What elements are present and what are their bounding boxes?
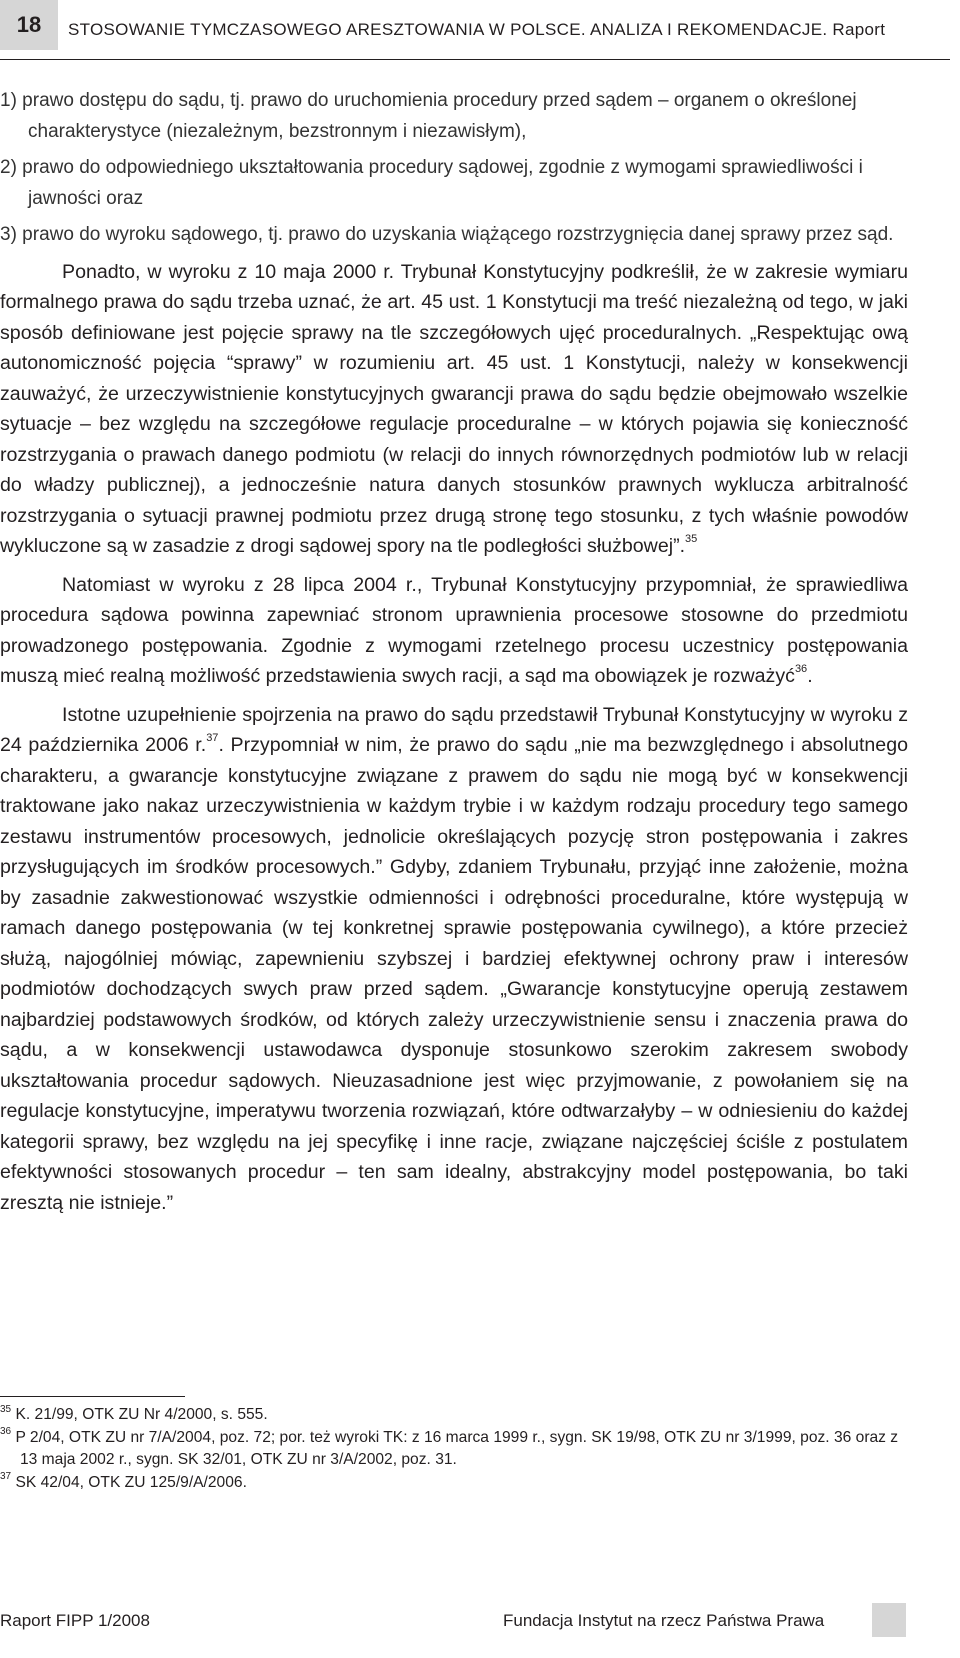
footnotes — [0, 1404, 915, 1494]
paragraph — [0, 257, 908, 562]
footnote-ref: 35 — [685, 533, 698, 546]
main-text — [0, 86, 908, 1226]
footnote-ref: 37 — [206, 732, 219, 745]
header-divider — [0, 59, 950, 60]
footnote-text: P 2/04, OTK ZU nr 7/A/2004, poz. 72; por. też wyroki TK: z 16 marca 1999 r., sygn. SK 19/98, OTK ZU nr 3/1999, poz. 36 oraz z 13 maja 2002 r., sygn. SK 32/01, OTK ZU nr 3/A/2002, poz. 31. — [15, 1428, 899, 1468]
footnote-ref: 36 — [794, 663, 808, 676]
footnote-text: K. 21/99, OTK ZU Nr 4/2000, s. 555. — [15, 1406, 268, 1423]
paragraph-text-after: . Przypomniał w nim, że prawo do sądu „nie ma bezwzględnego i absolutnego charakteru, a gwarancje konstytucyjne związane z prawem do sądu nie mogą być w konsekwencji traktowane jako nakaz urzeczywistnienia w każdym trybie i w każdym rodzaju procedury tego samego zestawu instrumentów procesowych, jednolicie określających pozycję stron postępowania i zakres przysługujących im środków procesowych.” Gdyby, zdaniem Trybunału, przyjąć inne założenie, można by zasadnie zakwestionować wszystkie odmienności i odrębności proceduralne, które występują w ramach danego postępowania (w tej konkretnej sprawie postępowania cywilnego), a które przecież służą, najogólniej mówiąc, zapewnieniu szybszej i bardziej efektywnej ochrony praw i interesów podmiotów dochodzących swych praw przed sądem. „Gwarancje konstytucyjne operują zestawem najbardziej podstawowych środków, od których zależy urzeczywistnienie sensu i znaczenia prawa do sądu, a w konsekwencji ustawodawca dysponuje stosunkowo szerokim zakresem swobody ukształtowania procedur sądowych. Nieuzasadnione jest więc przyjmowanie, z powołaniem się na regulacje konstytucyjne, imperatywu tworzenia rozwiązań, które odtwarzałyby – w odniesieniu do każdej kategorii sprawy, bez względu na jej specyfikę i inne racje, związane najczęściej ściśle z postulatem efektywności stosowanych procedur – ten sam idealny, abstrakcyjny model postępowania, bo taki zresztą nie istnieje.” — [0, 734, 908, 1214]
paragraph-text: Istotne uzupełnienie spojrzenia na prawo do sądu przedstawił Trybunał Konstytucyjny w wyroku z 24 października 2006 r. — [0, 703, 908, 756]
footnote-text: SK 42/04, OTK ZU 125/9/A/2006. — [15, 1473, 247, 1491]
list-item: 2) prawo do odpowiedniego ukształtowania procedury sądowej, zgodnie z wymogami sprawiedliwości i jawności oraz — [0, 157, 863, 209]
paragraph-text-after: . — [807, 665, 813, 687]
page-number-box — [0, 0, 58, 50]
footer-publisher: Fundacja Instytut na rzecz Państwa Prawa — [503, 1611, 825, 1630]
footnote-number: 35 — [0, 1403, 12, 1415]
footnote-number: 36 — [0, 1426, 12, 1438]
footnote — [0, 1427, 915, 1472]
page-number: 18 — [16, 12, 42, 37]
list-item: 1) prawo dostępu do sądu, tj. prawo do uruchomienia procedury przed sądem – organem o określonej charakterystyce (niezależnym, bezstronnym i niezawisłym), — [0, 90, 857, 142]
footer-decorative-box — [872, 1603, 906, 1637]
list-item: 3) prawo do wyroku sądowego, tj. prawo do uzyskania wiążącego rozstrzygnięcia danej sprawy przez sąd. — [0, 224, 894, 245]
paragraph-text: Natomiast w wyroku z 28 lipca 2004 r., Trybunał Konstytucyjny przypomniał, że sprawiedliwa procedura sądowa powinna zapewniać stronom uprawnienia procesowe stosowne do przedmiotu prowadzonego postępowania. Zgodnie z wymogami rzetelnego procesu uczestnicy postępowania muszą mieć realną możliwość przedstawienia swych racji, a sąd ma obowiązek je rozważyć — [0, 573, 908, 687]
running-header: STOSOWANIE TYMCZASOWEGO ARESZTOWANIA W POLSCE. ANALIZA I REKOMENDACJE. Raport — [68, 20, 886, 39]
paragraph-text: Ponadto, w wyroku z 10 maja 2000 r. Trybunał Konstytucyjny podkreślił, że w zakresie wymiaru formalnego prawa do sądu trzeba uznać, że art. 45 ust. 1 Konstytucji ma treść niezależną od tego, w jaki sposób definiowane jest pojęcie sprawy na tle szczegółowych ujęć proceduralnych. „Respektując ową autonomiczność pojęcia “sprawy” w rozumieniu art. 45 ust. 1 Konstytucji, należy w konsekwencji zauważyć, że urzeczywistnienie konstytucyjnych gwarancji prawa do sądu będzie obejmowało wszelkie sytuacje – bez względu na szczegółowe regulacje proceduralne – w których pojawia się konieczność rozstrzygania o prawach danego podmiotu (w relacji do innych równorzędnych podmiotów lub w relacji do władzy publicznej), a jednocześnie natura danych stosunków prawnych wyklucza arbitralność rozstrzygania o sytuacji prawnej podmiotu przez drugą stronę tego stosunku, z tych właśnie powodów wykluczone są w zasadzie z drogi sądowej spory na tle podległości służbowej”. — [0, 260, 908, 557]
footnote-number: 37 — [0, 1471, 12, 1483]
footer-report-label: Raport FIPP 1/2008 — [0, 1611, 150, 1630]
footnote — [0, 1472, 915, 1495]
footnote — [0, 1404, 915, 1427]
footnote-divider — [0, 1396, 185, 1397]
paragraph — [0, 570, 908, 692]
paragraph — [0, 700, 908, 1219]
